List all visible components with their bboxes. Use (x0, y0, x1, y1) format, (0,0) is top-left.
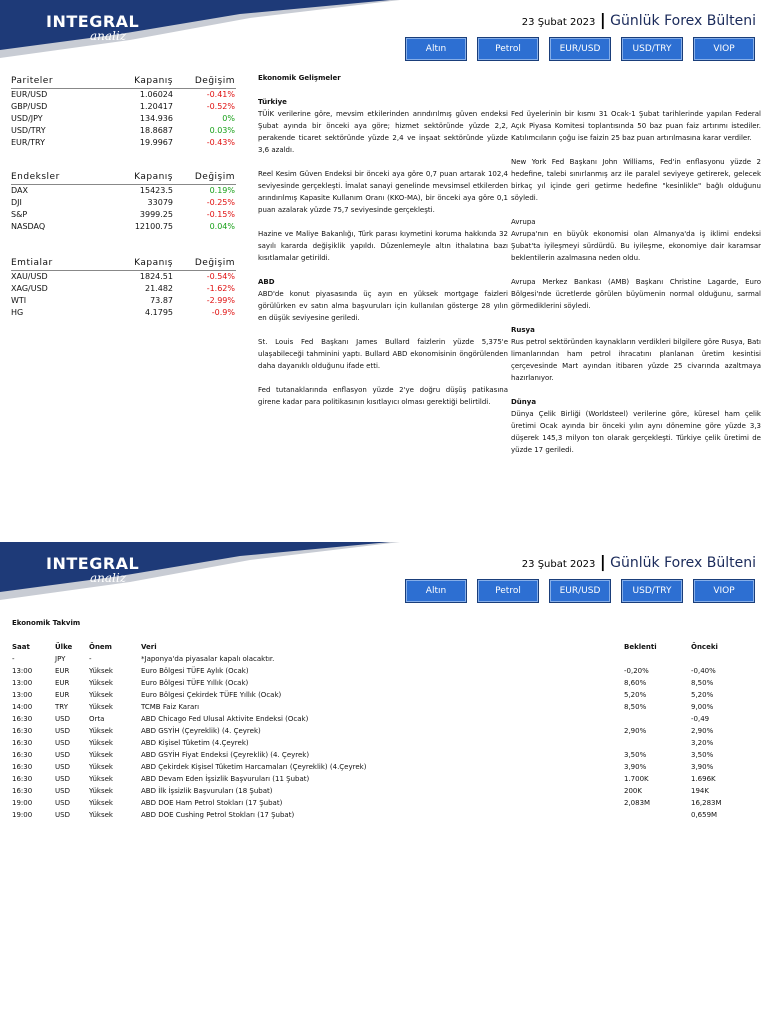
economic-calendar (12, 617, 752, 821)
calendar-row: 13:00 EUR Yüksek Euro Bölgesi Çekirdek TÜFE Yıllık (Ocak) 5,20% 5,20% (12, 691, 714, 699)
report-date: 23 Şubat 2023 (521, 559, 596, 570)
news-paragraph: Dünya Çelik Birliği (Worldsteel) verilerine göre, küresel ham çelik üretimi Ocak ayında bir önceki yılın aynı dönemine göre yüzde 3,3 düşerek 145,3 milyon ton olarak gerçekleşti. Türkiye çelik üretimi de yüzde 17 geriledi. (511, 410, 761, 454)
news-paragraph: New York Fed Başkanı John Williams, Fed'in enflasyonu yüzde 2 hedefine, talebi sınırlanmış arz ile paralel seviyeye getirerek, gelecek birkaç yıl içinde geri getirme hedefine "kesinlikle" bağlı olduğunu söyledi. (511, 158, 761, 202)
section-abd: ABD (258, 278, 275, 286)
calendar-row: 19:00 USD Yüksek ABD DOE Ham Petrol Stokları (17 Şubat) 2,083M 16,283M (12, 799, 722, 807)
news-paragraph: Rus petrol sektöründen kaynakların verdikleri bilgilere göre Rusya, Batı limanlarından ham petrol ihracatını planlanan üretim kesintisi çerçevesinde Mart ayından itibaren yüzde 25 civarında azaltmaya hazırlanıyor. (511, 338, 761, 382)
calendar-title: Ekonomik Takvim (12, 619, 81, 627)
calendar-row: 14:00 TRY Yüksek TCMB Faiz Kararı 8,50% 9,00% (12, 703, 714, 711)
calendar-row: 16:30 USD Yüksek ABD GSYİH (Çeyreklik) (4. Çeyrek) 2,90% 2,90% (12, 727, 714, 735)
section-rusya: Rusya (511, 326, 535, 334)
table-row: XAG/USD 21.482 -1.62% (11, 284, 235, 293)
table-row: S&P 3999.25 -0.15% (11, 210, 235, 219)
table-row: XAU/USD 1824.51 -0.54% (11, 272, 235, 281)
nav-usdtry-button[interactable]: USD/TRY (621, 579, 683, 603)
pariteler-header: Pariteler Kapanış Değişim (11, 76, 236, 89)
section-dunya: Dünya (511, 398, 537, 406)
table-row: EUR/USD 1.06024 -0.41% (11, 90, 235, 99)
news-column-right (511, 108, 761, 468)
table-row: DJI 33079 -0.25% (11, 198, 235, 207)
nav-petrol-button[interactable]: Petrol (477, 37, 539, 61)
calendar-row: 16:30 USD Yüksek ABD GSYİH Fiyat Endeksi (Çeyreklik) (4. Çeyrek) 3,50% 3,50% (12, 751, 714, 759)
news-paragraph: Avrupa'nın en büyük ekonomisi olan Almanya'da iş iklimi endeksi Şubat'ta iyileşmeyi sürdürdü. Bu iyileşme, ekonomiye dair karamsar beklentilerin azalmasına neden oldu. (511, 230, 761, 262)
section-turkiye: Türkiye (258, 98, 287, 106)
calendar-row: 16:30 USD Yüksek ABD Kişisel Tüketim (4.Çeyrek) 3,20% (12, 739, 714, 747)
calendar-row: 16:30 USD Yüksek ABD Devam Eden İşsizlik Başvuruları (11 Şubat) 1.700K 1.696K (12, 775, 716, 783)
logo: INTEGRAL analiz (46, 554, 140, 585)
news-heading: Ekonomik Gelişmeler (258, 74, 341, 82)
page-title: 23 Şubat 2023 | Günlük Forex Bülteni (521, 10, 756, 29)
section-avrupa: Avrupa (511, 218, 536, 226)
endeksler-table (11, 172, 236, 233)
calendar-row: 16:30 USD Yüksek ABD Çekirdek Kişisel Tüketim Harcamaları (Çeyreklik) (4.Çeyrek) 3,90% 3,90% (12, 763, 714, 771)
nav-petrol-button[interactable]: Petrol (477, 579, 539, 603)
nav-altin-button[interactable]: Altın (405, 579, 467, 603)
calendar-row: 13:00 EUR Yüksek Euro Bölgesi TÜFE Aylık (Ocak) -0,20% -0,40% (12, 667, 716, 675)
calendar-row: 13:00 EUR Yüksek Euro Bölgesi TÜFE Yıllık (Ocak) 8,60% 8,50% (12, 679, 714, 687)
page-2 (0, 542, 768, 1024)
nav-altin-button[interactable]: Altın (405, 37, 467, 61)
nav-usdtry-button[interactable]: USD/TRY (621, 37, 683, 61)
page-title: 23 Şubat 2023 | Günlük Forex Bülteni (521, 552, 756, 571)
report-title: Günlük Forex Bülteni (610, 555, 756, 571)
news-paragraph: Hazine ve Maliye Bakanlığı, Türk parası kıymetini koruma hakkında 32 sayılı kararda değişiklik yapıldı. Düzenlemeyle altın ithalatına bazı kısıtlamalar getirildi. (258, 230, 508, 262)
news-paragraph: St. Louis Fed Başkanı James Bullard faizlerin yüzde 5,375'e ulaşabileceği tahminini yaptı. Bullard ABD ekonomisinin öngörülenden daha dayanıklı olduğunu ifade etti. (258, 338, 508, 370)
nav-viop-button[interactable]: VIOP (693, 37, 755, 61)
table-row: NASDAQ 12100.75 0.04% (11, 222, 235, 231)
calendar-row: 16:30 USD Orta ABD Chicago Fed Ulusal Aktivite Endeksi (Ocak) -0,49 (12, 715, 710, 723)
table-row: WTI 73.87 -2.99% (11, 296, 235, 305)
news-paragraph: Fed üyelerinin bir kısmı 31 Ocak-1 Şubat tarihlerinde yapılan Federal Açık Piyasa Komitesi toplantısında 50 baz puan faiz artırımı istediler. Katılımcıların çoğu ise faizin 25 baz puan artırılmasına karar verdiler. (511, 110, 761, 142)
calendar-row: - JPY - *Japonya'da piyasalar kapalı olacaktır. (12, 655, 275, 663)
report-title: Günlük Forex Bülteni (610, 13, 756, 29)
calendar-row: 19:00 USD Yüksek ABD DOE Cushing Petrol Stokları (17 Şubat) 0,659M (12, 811, 718, 819)
pariteler-table (11, 76, 236, 149)
logo: INTEGRAL analiz (46, 12, 140, 43)
table-row: DAX 15423.5 0.19% (11, 186, 235, 195)
table-row: USD/JPY 134.936 0% (11, 114, 235, 123)
report-date: 23 Şubat 2023 (521, 17, 596, 28)
table-row: GBP/USD 1.20417 -0.52% (11, 102, 235, 111)
calendar-row: 16:30 USD Yüksek ABD İlk İşsizlik Başvuruları (18 Şubat) 200K 194K (12, 787, 709, 795)
news-paragraph: Reel Kesim Güven Endeksi bir önceki aya göre 0,7 puan artarak 102,4 seviyesinde gerçekleşti. İmalat sanayi genelinde mevsimsel etkilerden arındırılmış Kapasite Kullanım Oranı (KKO-MA), bir önceki aya göre 0,1 puan azalarak yüzde 75,7 seviyesinde gerçekleşti. (258, 170, 508, 214)
news-paragraph: Avrupa Merkez Bankası (AMB) Başkanı Christine Lagarde, Euro Bölgesi'nde ücretlerde görülen büyümenin normal olduğunu, sarmal görmediklerini söyledi. (511, 278, 761, 310)
nav-eurusd-button[interactable]: EUR/USD (549, 37, 611, 61)
emtialar-table (11, 258, 236, 319)
news-paragraph: ABD'de konut piyasasında üç ayın en yüksek mortgage faizleri görülürken ev satın alma başvuruları için kullanılan gösterge 28 yılın en düşük seviyesine geriledi. (258, 290, 508, 322)
endeksler-header: Endeksler Kapanış Değişim (11, 172, 236, 185)
nav-eurusd-button[interactable]: EUR/USD (549, 579, 611, 603)
news-column-left (258, 72, 508, 420)
table-row: EUR/TRY 19.9967 -0.43% (11, 138, 235, 147)
news-paragraph: Fed tutanaklarında enflasyon yüzde 2'ye doğru düşüş patikasına girene kadar para politikasının kısıtlayıcı olması gerektiği belirtildi. (258, 386, 508, 406)
nav-viop-button[interactable]: VIOP (693, 579, 755, 603)
table-row: HG 4.1795 -0.9% (11, 308, 235, 317)
table-row: USD/TRY 18.8687 0.03% (11, 126, 235, 135)
news-paragraph: TÜİK verilerine göre, mevsim etkilerinden arındırılmış güven endeksi Şubat ayında bir önceki aya göre; hizmet sektöründe yüzde 2,2, perakende ticaret sektöründe yüzde 2,4 ve inşaat sektöründe yüzde 3,6 azaldı. (258, 110, 508, 154)
emtialar-header: Emtialar Kapanış Değişim (11, 258, 236, 271)
calendar-header-row: Saat Ülke Önem Veri Beklenti Önceki (12, 643, 718, 651)
